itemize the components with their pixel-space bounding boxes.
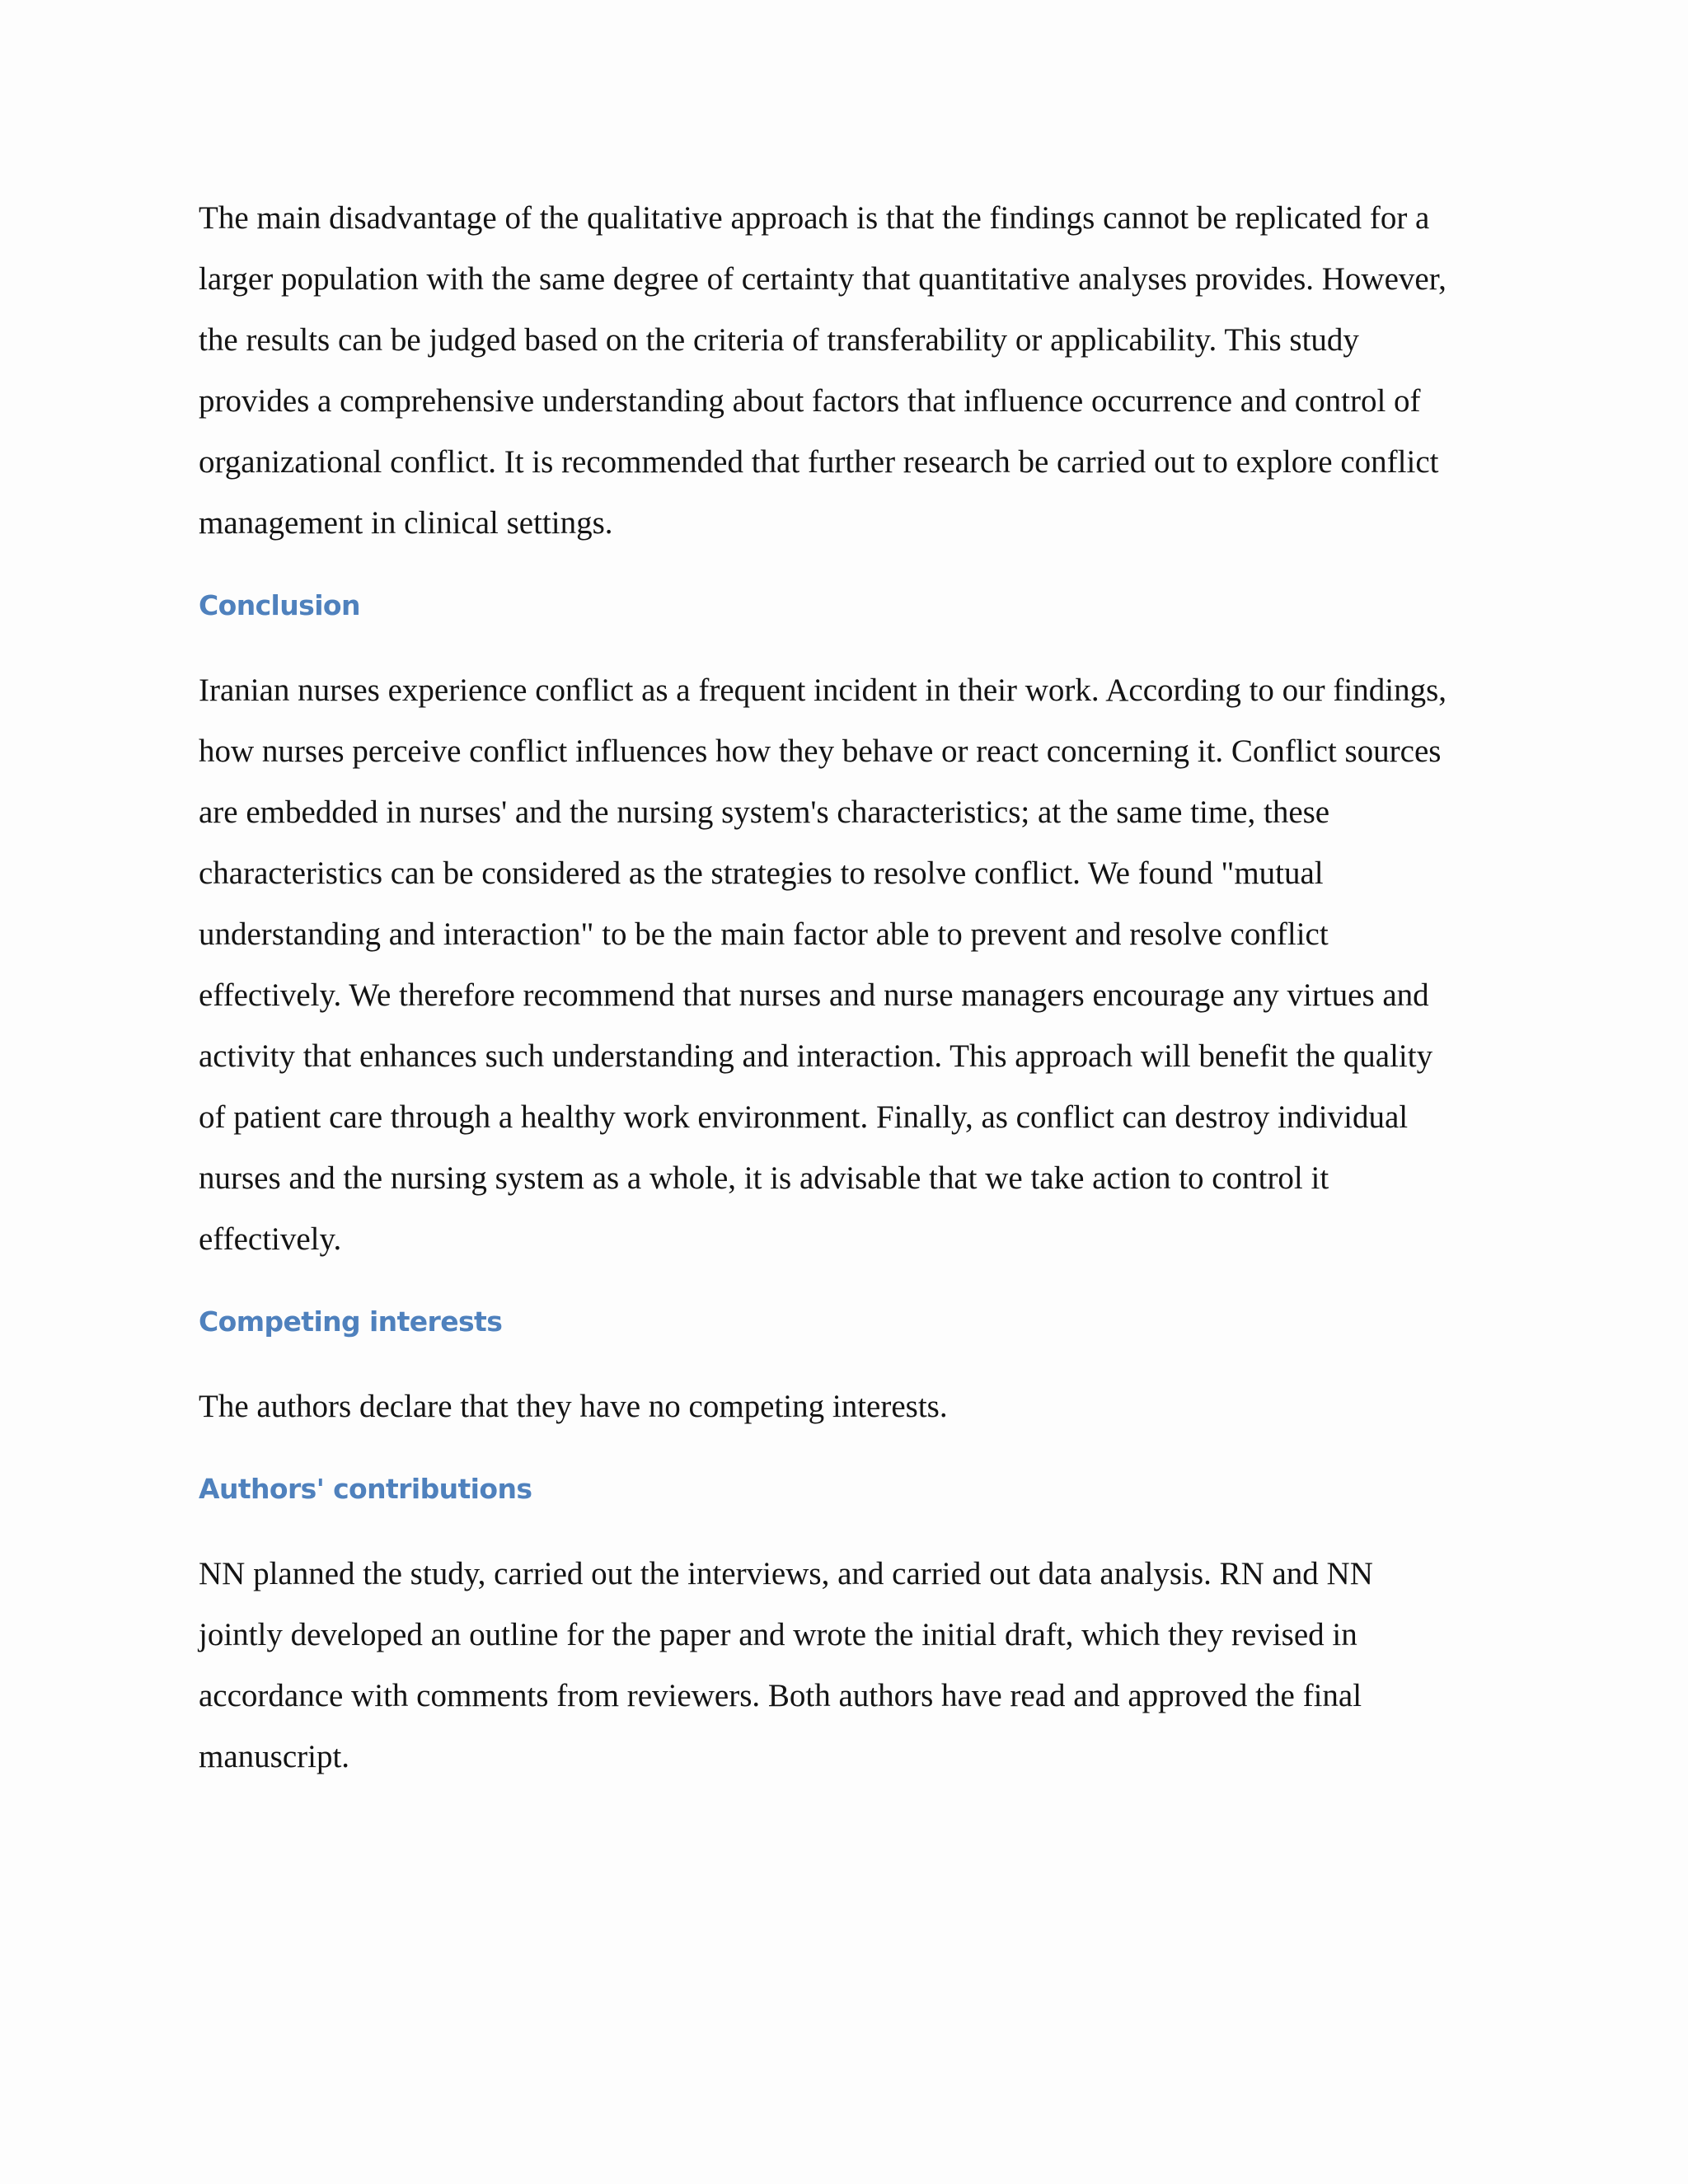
text-line: characteristics can be considered as the strategies to resolve conflict. We found "mutual [199, 855, 1324, 891]
text-line: management in clinical settings. [199, 505, 613, 541]
competing-interests-heading: Competing interests [199, 1305, 503, 1338]
page-content [199, 188, 1501, 1788]
text-line: accordance with comments from reviewers. Both authors have read and approved the final [199, 1678, 1362, 1713]
text-line: effectively. [199, 1221, 342, 1257]
intro-paragraph [199, 188, 1501, 554]
text-line: The authors declare that they have no competing interests. [199, 1389, 948, 1424]
text-line: effectively. We therefore recommend that nurses and nurse managers encourage any virtues and [199, 977, 1429, 1013]
text-line: provides a comprehensive understanding about factors that influence occurrence and control of [199, 383, 1421, 419]
spacer [199, 1506, 1501, 1544]
text-line: The main disadvantage of the qualitative approach is that the findings cannot be replicated for a [199, 200, 1430, 236]
spacer [199, 1338, 1501, 1376]
spacer [199, 554, 1501, 589]
conclusion-paragraph [199, 660, 1501, 1270]
text-line: manuscript. [199, 1739, 350, 1774]
competing-interests-paragraph [199, 1376, 1501, 1437]
authors-contributions-heading: Authors' contributions [199, 1473, 532, 1505]
text-line: understanding and interaction" to be the main factor able to prevent and resolve conflict [199, 916, 1329, 952]
text-line: the results can be judged based on the criteria of transferability or applicability. This study [199, 322, 1359, 358]
spacer [199, 1437, 1501, 1473]
authors-contributions-paragraph [199, 1544, 1501, 1788]
text-line: activity that enhances such understanding and interaction. This approach will benefit the quality [199, 1038, 1433, 1074]
text-line: how nurses perceive conflict influences how they behave or react concerning it. Conflict sources [199, 733, 1442, 769]
text-line: NN planned the study, carried out the interviews, and carried out data analysis. RN and NN [199, 1556, 1373, 1591]
text-line: jointly developed an outline for the paper and wrote the initial draft, which they revised in [199, 1617, 1357, 1652]
text-line: of patient care through a healthy work environment. Finally, as conflict can destroy individual [199, 1099, 1409, 1135]
text-line: larger population with the same degree of certainty that quantitative analyses provides. However, [199, 261, 1447, 297]
spacer [199, 622, 1501, 660]
text-line: are embedded in nurses' and the nursing system's characteristics; at the same time, these [199, 794, 1330, 830]
text-line: Iranian nurses experience conflict as a frequent incident in their work. According to our findings, [199, 673, 1447, 708]
text-line: organizational conflict. It is recommended that further research be carried out to explore conflict [199, 444, 1439, 480]
conclusion-heading: Conclusion [199, 589, 360, 621]
text-line: nurses and the nursing system as a whole, it is advisable that we take action to control it [199, 1160, 1329, 1196]
spacer [199, 1270, 1501, 1305]
